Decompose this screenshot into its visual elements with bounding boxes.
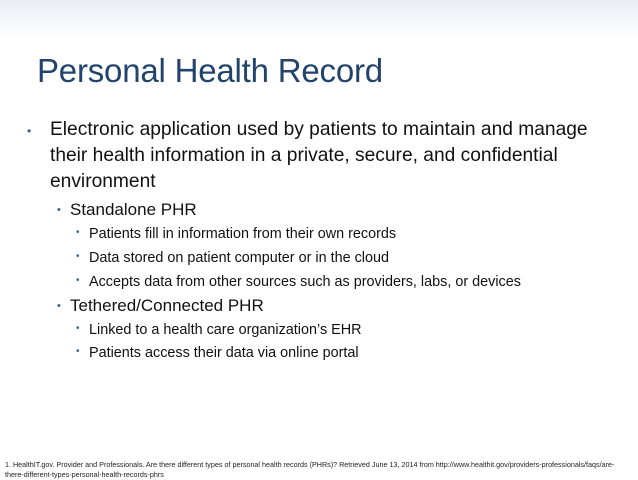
list-item-text: Data stored on patient computer or in the cloud <box>89 250 389 266</box>
section-heading: Tethered/Connected PHR <box>70 296 264 315</box>
footnote: 1. HealthIT.gov. Provider and Professionals. Are there different types of personal health records (PHRs)? Retrieved June 13, 2014 from http://www.healthit.gov/providers-professionals/faqs/are-there-different-types-personal-health-records-phrs <box>5 460 615 479</box>
section-tethered-phr <box>57 295 617 317</box>
section-standalone-phr <box>57 199 617 221</box>
list-item <box>76 224 621 244</box>
bullet-dot-icon: • <box>76 251 80 262</box>
list-item-text: Accepts data from other sources such as providers, labs, or devices <box>89 274 521 290</box>
section-heading: Standalone PHR <box>70 200 197 219</box>
bullet-dot-icon: • <box>76 323 80 334</box>
bullet-dot-icon: • <box>57 204 61 216</box>
list-item <box>76 272 621 292</box>
list-item <box>76 343 621 363</box>
list-item <box>76 320 621 340</box>
main-bullet-text: Electronic application used by patients to maintain and manage their health information in a private, secure, and confidential environment <box>50 119 588 192</box>
slide-title: Personal Health Record <box>37 52 383 89</box>
list-item-text: Linked to a health care organization’s EHR <box>89 322 362 338</box>
main-bullet <box>27 117 617 195</box>
header-band <box>0 0 638 38</box>
bullet-dot-icon: • <box>76 346 80 357</box>
bullet-dot-icon: • <box>57 300 61 312</box>
list-item-text: Patients access their data via online portal <box>89 345 359 361</box>
list-item-text: Patients fill in information from their own records <box>89 226 397 242</box>
list-item <box>76 248 621 268</box>
bullet-dot-icon: • <box>76 275 80 286</box>
bullet-dot-icon: • <box>27 124 32 138</box>
bullet-dot-icon: • <box>76 227 80 238</box>
